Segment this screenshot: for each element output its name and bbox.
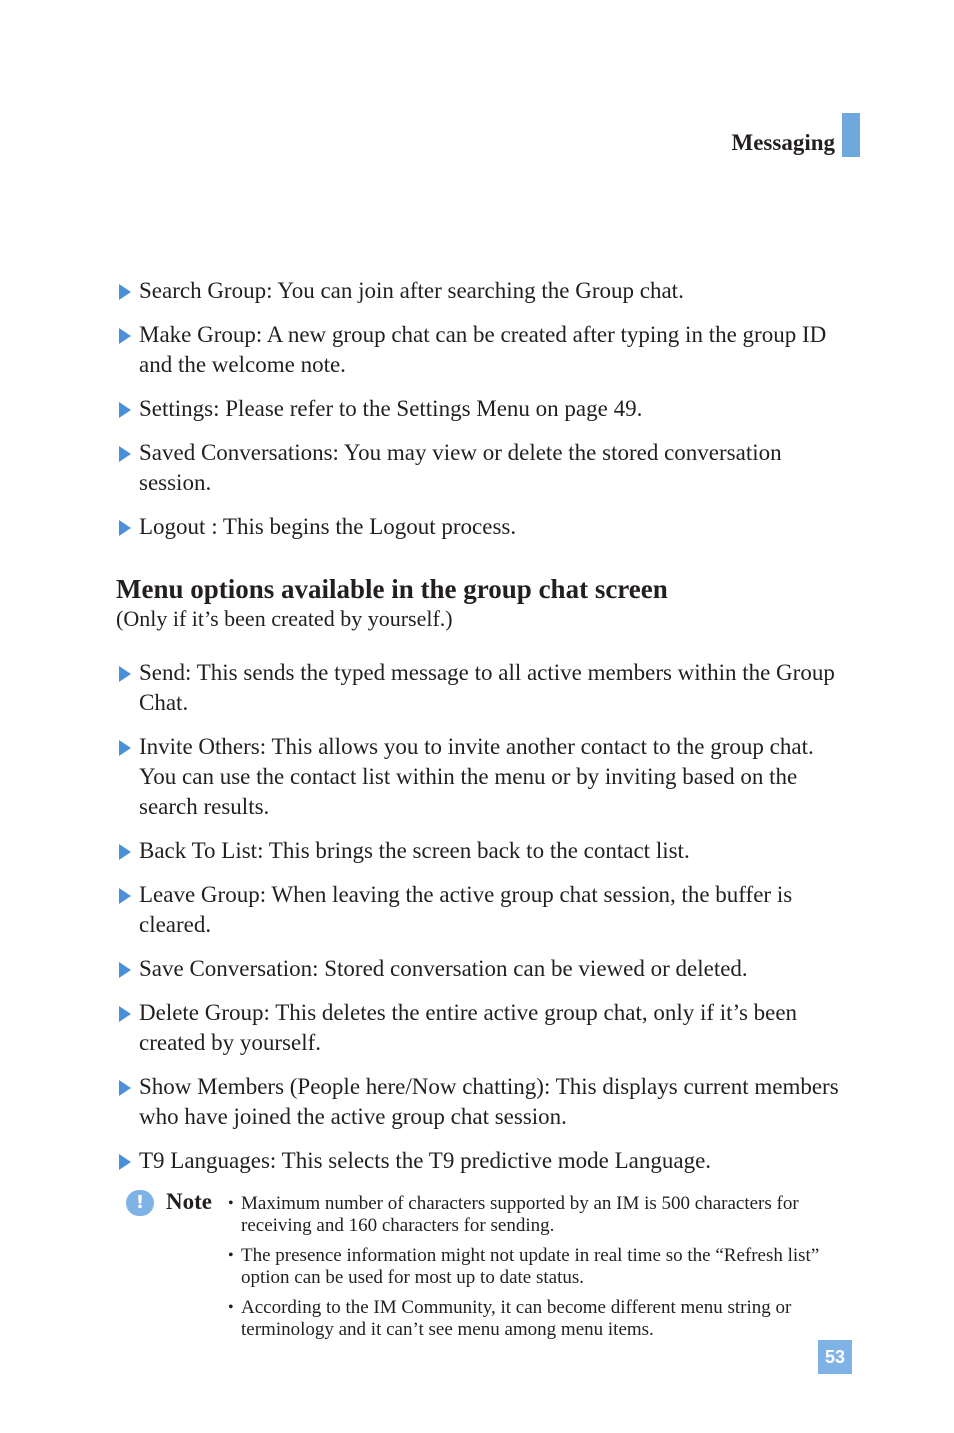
- list-item-text: Invite Others: This allows you to invite another contact to the group chat. You can use the contact list within the menu or by inviting based on the search results.: [139, 734, 814, 819]
- list-item-text: Show Members (People here/Now chatting): This displays current members who have joined the active group chat session.: [139, 1074, 839, 1129]
- header-accent-bar: [842, 113, 860, 157]
- list-item: [117, 658, 852, 718]
- note-item: [228, 1193, 853, 1237]
- list-item: [117, 732, 852, 822]
- note-label: Note: [166, 1189, 212, 1214]
- list-item-text: Logout : This begins the Logout process.: [139, 514, 517, 539]
- list-item: [117, 512, 852, 542]
- note-item-text: The presence information might not update in real time so the “Refresh list” option can be used for most up to date status.: [241, 1245, 820, 1288]
- list-item: [117, 394, 852, 424]
- list-item-text: T9 Languages: This selects the T9 predictive mode Language.: [139, 1148, 712, 1173]
- note-item-text: Maximum number of characters supported by an IM is 500 characters for receiving and 160 characters for sending.: [241, 1193, 799, 1236]
- list-item: [117, 1146, 852, 1176]
- list-item-text: Settings: Please refer to the Settings Menu on page 49.: [139, 396, 643, 421]
- list-item-text: Make Group: A new group chat can be created after typing in the group ID and the welcome note.: [139, 322, 827, 377]
- triangle-bullet-icon: [119, 1006, 131, 1022]
- triangle-bullet-icon: [119, 666, 131, 682]
- list-item: [117, 998, 852, 1058]
- list-item-text: Save Conversation: Stored conversation can be viewed or deleted.: [139, 956, 748, 981]
- list-item-text: Delete Group: This deletes the entire active group chat, only if it’s been created by yourself.: [139, 1000, 798, 1055]
- group-chat-menu-list: [117, 658, 852, 1190]
- triangle-bullet-icon: [119, 284, 131, 300]
- list-item: [117, 438, 852, 498]
- list-item-text: Search Group: You can join after searching the Group chat.: [139, 278, 684, 303]
- list-item: [117, 880, 852, 940]
- list-item: [117, 954, 852, 984]
- note-item: [228, 1245, 853, 1289]
- triangle-bullet-icon: [119, 446, 131, 462]
- top-menu-list: [117, 276, 852, 556]
- exclamation-icon: !: [126, 1190, 154, 1216]
- list-item: [117, 836, 852, 866]
- triangle-bullet-icon: [119, 402, 131, 418]
- list-item-text: Leave Group: When leaving the active group chat session, the buffer is cleared.: [139, 882, 793, 937]
- triangle-bullet-icon: [119, 888, 131, 904]
- section-title: Menu options available in the group chat screen: [116, 574, 668, 604]
- note-item: [228, 1297, 853, 1341]
- section-subtitle: (Only if it’s been created by yourself.): [116, 606, 453, 631]
- section-header: Messaging: [731, 130, 835, 155]
- list-item: [117, 1072, 852, 1132]
- triangle-bullet-icon: [119, 740, 131, 756]
- bullet-dot-icon: •: [228, 1195, 234, 1212]
- bullet-dot-icon: •: [228, 1247, 234, 1264]
- note-list: [228, 1193, 853, 1349]
- list-item-text: Back To List: This brings the screen back to the contact list.: [139, 838, 690, 863]
- page-number: 53: [818, 1340, 852, 1374]
- list-item: [117, 320, 852, 380]
- triangle-bullet-icon: [119, 1080, 131, 1096]
- list-item-text: Saved Conversations: You may view or delete the stored conversation session.: [139, 440, 782, 495]
- list-item-text: Send: This sends the typed message to all active members within the Group Chat.: [139, 660, 835, 715]
- note-item-text: According to the IM Community, it can become different menu string or terminology and it can’t see menu among menu items.: [241, 1297, 792, 1340]
- triangle-bullet-icon: [119, 962, 131, 978]
- triangle-bullet-icon: [119, 844, 131, 860]
- triangle-bullet-icon: [119, 1154, 131, 1170]
- triangle-bullet-icon: [119, 328, 131, 344]
- triangle-bullet-icon: [119, 520, 131, 536]
- bullet-dot-icon: •: [228, 1299, 234, 1316]
- list-item: [117, 276, 852, 306]
